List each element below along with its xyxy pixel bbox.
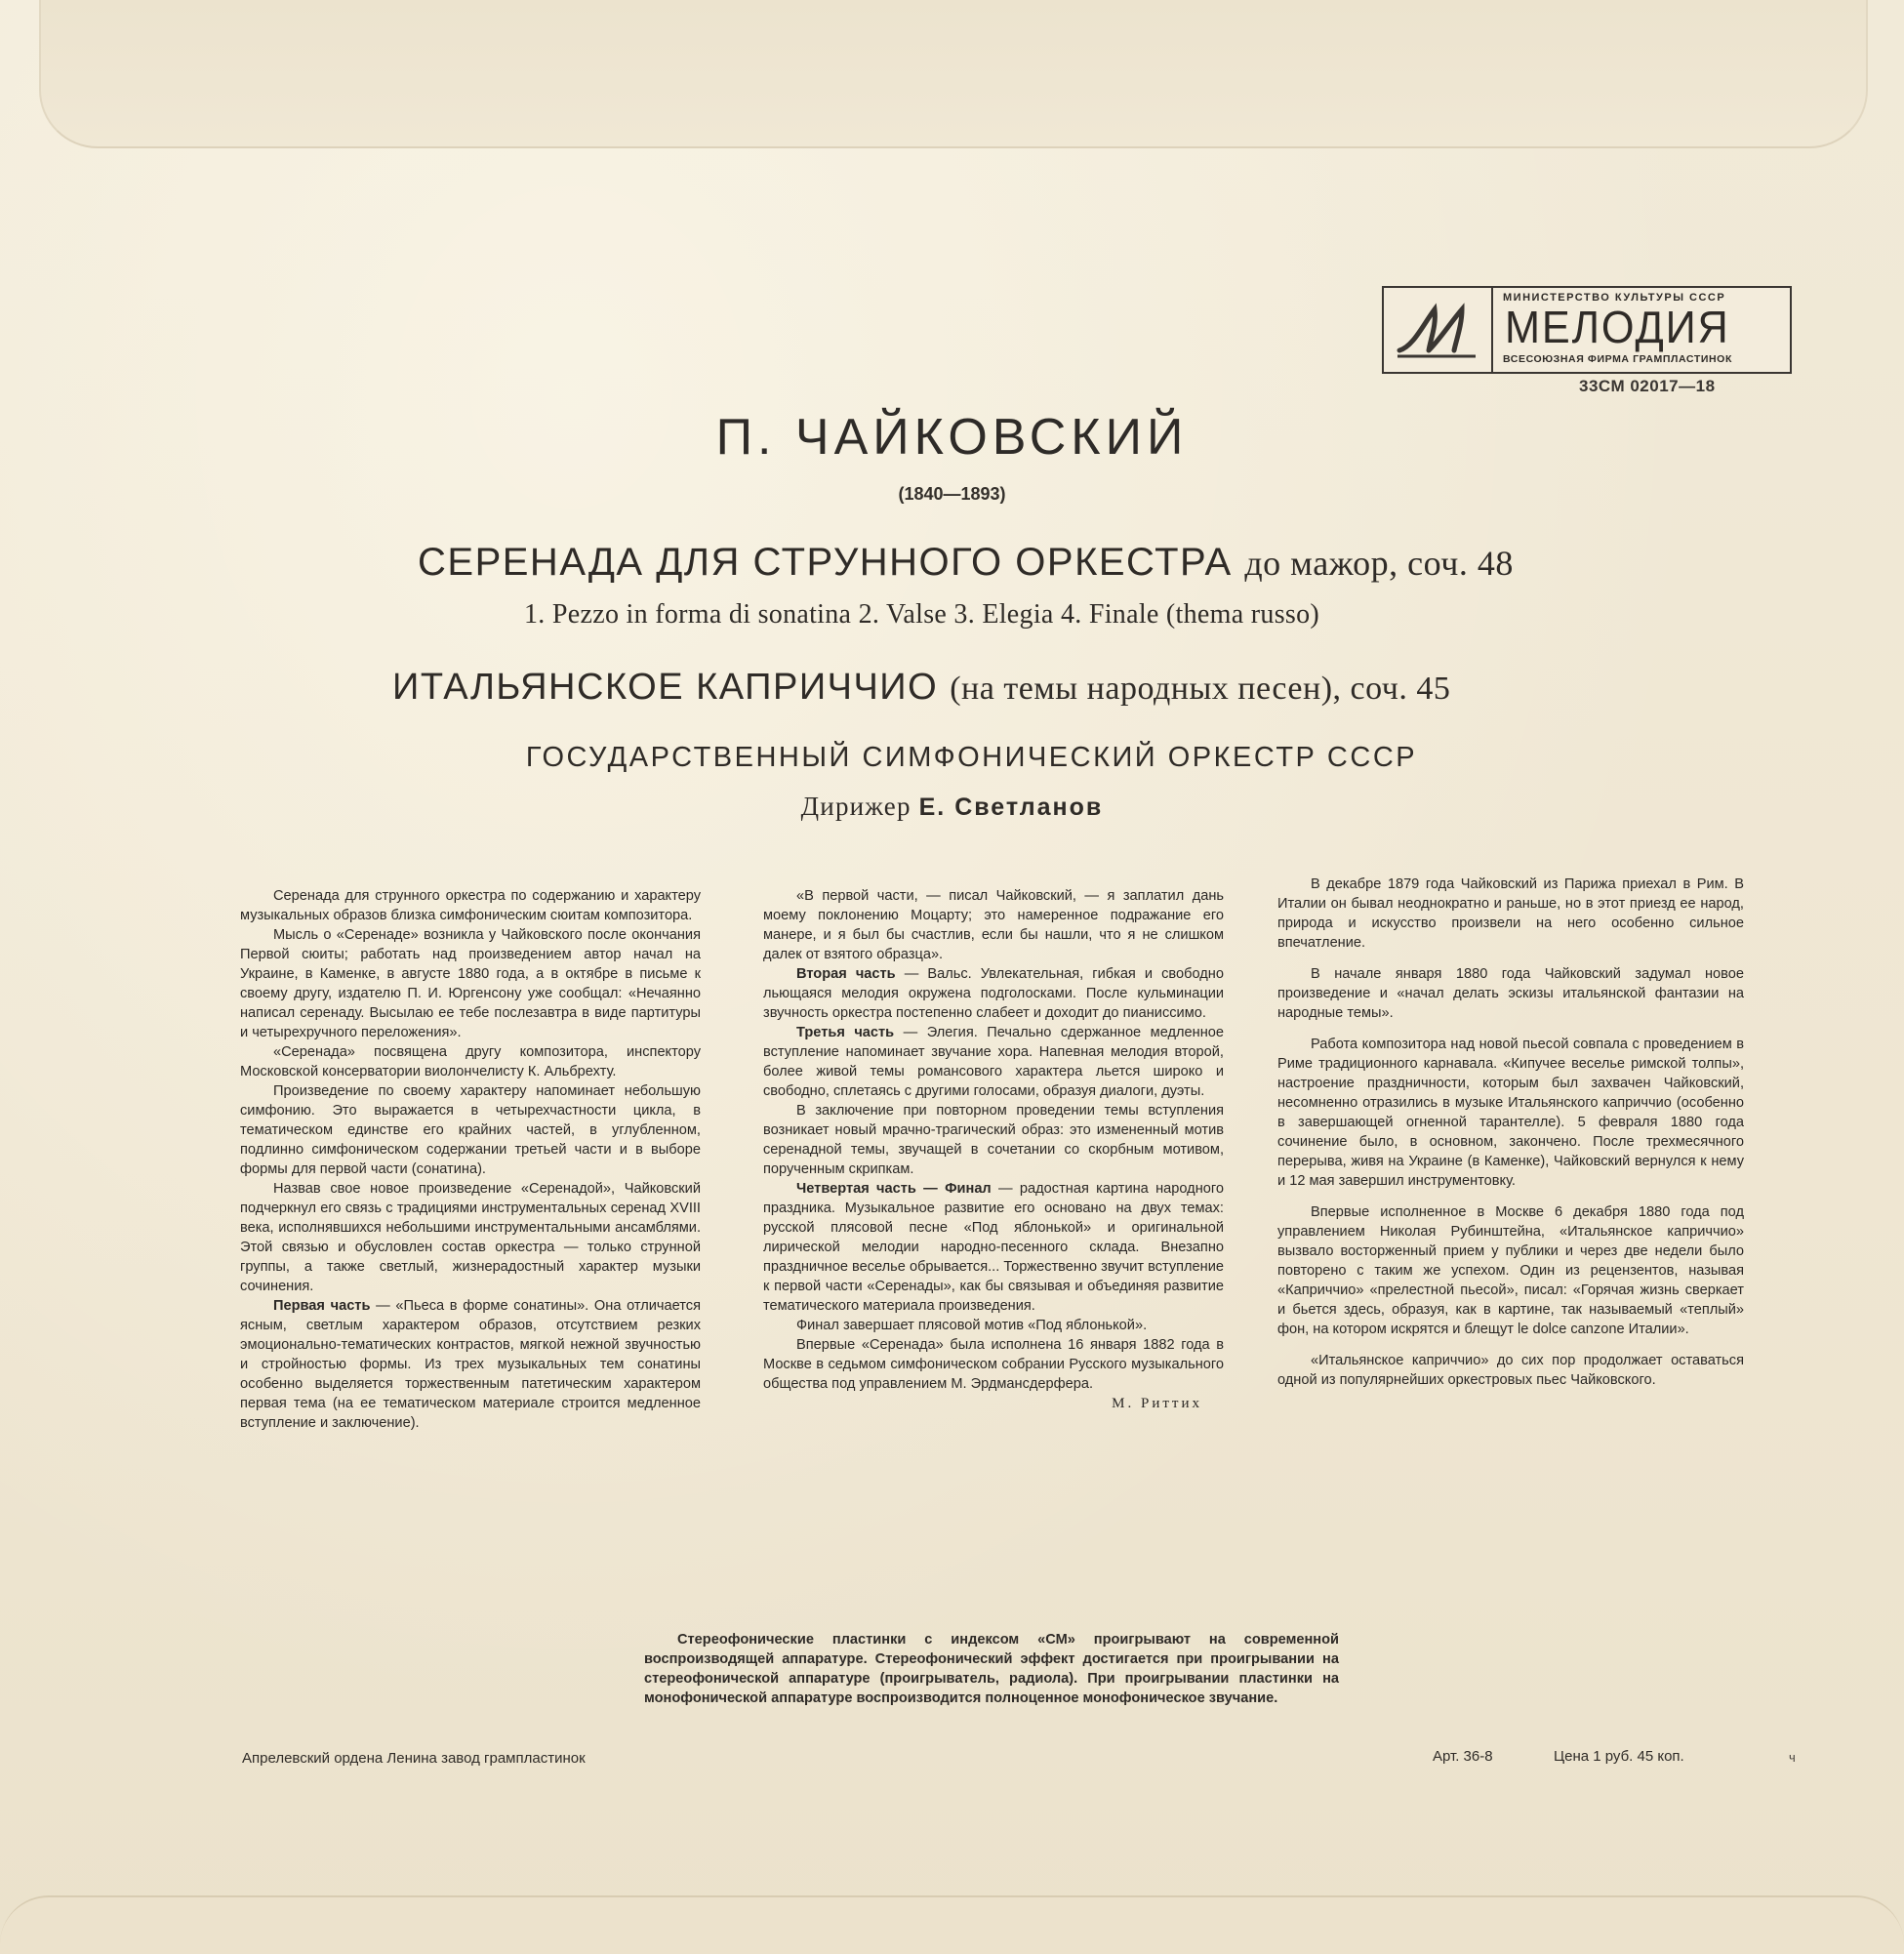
melodiya-emblem-icon (1384, 288, 1493, 372)
composer-years: (1840—1893) (898, 484, 1006, 504)
notes-paragraph: «Итальянское каприччио» до сих пор продолжает оставаться одной из популярнейших оркестровых пьес Чайковского. (1277, 1353, 1744, 1388)
work2-title: ИТАЛЬЯНСКОЕ КАПРИЧЧИО (392, 667, 939, 708)
logo-brand-text: МЕЛОДИЯ (1505, 302, 1730, 352)
notes-paragraph: Работа композитора над новой пьесой совпала с проведением в Риме традиционного карнавала. «Кипучее веселье римской толпы», настроение праздничности, которым был захвачен Чайковский, несомненно отразились в музыке Итальянского каприччио (особенно в завершающей огненной тарантелле). 5 февраля 1880 года сочинение было, в основном, закончено. После трехмесячного перерыва, живя на Украине (в Каменке), Чайковский вернулся к нему и 12 мая завершил инструментовку. (1277, 1037, 1744, 1189)
notes-paragraph: В декабре 1879 года Чайковский из Парижа приехал в Рим. В Италии он бывал неоднократно и раньше, но в этот приезд ее народ, природа и искусство произвели на него особенно сильное впечатление. (1277, 876, 1744, 951)
conductor-label: Дирижер (800, 792, 911, 821)
work2-heading (392, 667, 1450, 709)
notes-column-3 (1277, 875, 1744, 1390)
paragraph-lead: Первая часть (273, 1298, 371, 1314)
author-signature: М. Риттих (1112, 1396, 1202, 1411)
conductor-line (0, 792, 1904, 822)
logo-company-text: ВСЕСОЮЗНАЯ ФИРМА ГРАМПЛАСТИНОК (1503, 353, 1732, 365)
notes-paragraph: В заключение при повторном проведении темы вступления возникает новый мрачно-трагический образ: это измененный мотив серенадной темы, звучащей в сочетании со скорбным мотивом, порученным скрипкам. (763, 1103, 1224, 1177)
stereo-notice-text: Стереофонические пластинки с индексом «СМ» проигрывают на современной воспроизводящей аппаратуре. Стереофонический эффект достигается при проигрывании на стереофонической аппаратуре (проигрыватель, радиола). При проигрывании пластинки на монофонической аппаратуре воспроизводится полноценное монофоническое звучание. (644, 1632, 1339, 1706)
stereo-notice (644, 1630, 1339, 1708)
paragraph-text: — «Пьеса в форме сонатины». Она отличается ясным, светлым характером образов, отсутствием резких эмоционально-тематических контрастов, мягкой нежной звучностью и стройностью формы. Из трех музыкальных тем сонатины особенно выделяется торжественным патетическим характером первая тема (на ее тематическом материале строится медленное вступление и заключение). (240, 1298, 701, 1431)
sleeve-top-fold (39, 0, 1868, 148)
paragraph-lead: Четвертая часть — Финал (796, 1181, 992, 1197)
composer-name: П. ЧАЙКОВСКИЙ (715, 409, 1189, 466)
work1-movements: 1. Pezzo in forma di sonatina 2. Valse 3. Elegia 4. Finale (thema russo) (524, 599, 1320, 630)
paragraph-lead: Вторая часть (796, 966, 896, 982)
notes-paragraph: Произведение по своему характеру напоминает небольшую симфонию. Это выражается в четырехчастности цикла, в тематическом единстве его крайних частей, в углубленном, подлинно симфоническом содержании третьей части и в выборе формы для первой части (сонатина). (240, 1083, 701, 1177)
factory-name: Апрелевский ордена Ленина завод грампластинок (242, 1750, 586, 1767)
notes-paragraph: Впервые «Серенада» была исполнена 16 января 1882 года в Москве в седьмом симфоническом собрании Русского музыкального общества под управлением М. Эрдмансдерфера. (763, 1337, 1224, 1392)
notes-paragraph: «Серенада» посвящена другу композитора, инспектору Московской консерватории виолончелисту К. Альбрехту. (240, 1044, 701, 1079)
notes-column-1 (240, 886, 701, 1433)
work1-title: СЕРЕНАДА ДЛЯ СТРУННОГО ОРКЕСТРА (418, 541, 1233, 584)
sleeve-bottom-fold (0, 1895, 1904, 1954)
notes-paragraph (763, 1179, 1224, 1316)
notes-paragraph: Мысль о «Серенаде» возникла у Чайковского после окончания Первой сюиты; работать над произведением автор начал на Украине, в Каменке, в августе 1880 года, а в октябре в письме к своему другу, издателю П. И. Юргенсону уже сообщал: «Нечаянно написал серенаду. Высылаю ее тебе послезавтра в виде партитуры и четырехручного переложения». (240, 927, 701, 1040)
orchestra-name: ГОСУДАРСТВЕННЫЙ СИМФОНИЧЕСКИЙ ОРКЕСТР СССР (525, 742, 1418, 773)
melodiya-logo (1382, 286, 1792, 374)
paragraph-text: — радостная картина народного праздника. Музыкальное развитие его основано на двух темах: русской плясовой песне «Под яблонькой» и оригинальной лирической мелодии народно-песенного склада. Внезапно праздничное веселье обрывается... Торжественно звучит вступление к первой части «Серенады», как бы связывая и объединяя развитие тематического материала произведения. (763, 1181, 1224, 1314)
logo-ministry-text: МИНИСТЕРСТВО КУЛЬТУРЫ СССР (1503, 292, 1726, 304)
notes-paragraph (763, 964, 1224, 1023)
work1-subtitle: до мажор, соч. 48 (1244, 544, 1514, 583)
paragraph-lead: Третья часть (796, 1025, 895, 1040)
notes-paragraph (763, 1023, 1224, 1101)
work2-subtitle: (на темы народных песен), соч. 45 (950, 671, 1451, 707)
notes-column-2 (763, 886, 1224, 1413)
conductor-name: Е. Светланов (918, 794, 1104, 821)
print-mark: ч (1789, 1750, 1796, 1765)
notes-paragraph: Финал завершает плясовой мотив «Под яблонькой». (796, 1318, 1148, 1333)
price-label: Цена 1 руб. 45 коп. (1554, 1748, 1684, 1765)
paragraph-text: — Элегия. Печально сдержанное медленное вступление напоминает звучание хора. Напевная мелодия второй, более живой темы романсового характера льется широко и свободно, сплетаясь с другими голосами, образуя диалоги, дуэты. (763, 1025, 1224, 1099)
article-number: Арт. 36-8 (1433, 1748, 1493, 1765)
catalog-number: 33СМ 02017—18 (1579, 377, 1716, 395)
notes-paragraph: Серенада для струнного оркестра по содержанию и характеру музыкальных образов близка симфоническим сюитам композитора. (240, 888, 701, 923)
notes-paragraph: Назвав свое новое произведение «Серенадой», Чайковский подчеркнул его связь с традициями инструментальных серенад XVIII века, исполнявшихся небольшими инструментальными ансамблями. Этой связью и обусловлен состав оркестра — только струнной группы, а также светлый, жизнерадостный характер музыки сочинения. (240, 1181, 701, 1294)
notes-paragraph: «В первой части, — писал Чайковский, — я заплатил дань моему поклонению Моцарту; это намеренное подражание его манере, и я был бы счастлив, если бы нашли, что я не слишком далек от взятого образца». (763, 888, 1224, 962)
work1-heading (418, 541, 1514, 585)
notes-paragraph: Впервые исполненное в Москве 6 декабря 1880 года под управлением Николая Рубинштейна, «Итальянское каприччио» вызвало восторженный прием у публики и через две недели было повторено с таким же успехом. Один из рецензентов, называя «Каприччио» «прелестной пьесой», писал: «Горячая жизнь сверкает и бьется здесь, образуя, как в картине, так называемый «теплый» фон, на котором искрятся и блещут le dolce canzone Италии». (1277, 1204, 1744, 1337)
paragraph-text: — Вальс. Увлекательная, гибкая и свободно льющаяся мелодия окружена подголосками. После кульминации звучность оркестра постепенно слабеет и доходит до пианиссимо. (763, 966, 1224, 1021)
notes-paragraph (240, 1296, 701, 1433)
notes-paragraph: В начале января 1880 года Чайковский задумал новое произведение и «начал делать эскизы итальянской фантазии на народные темы». (1277, 966, 1744, 1021)
